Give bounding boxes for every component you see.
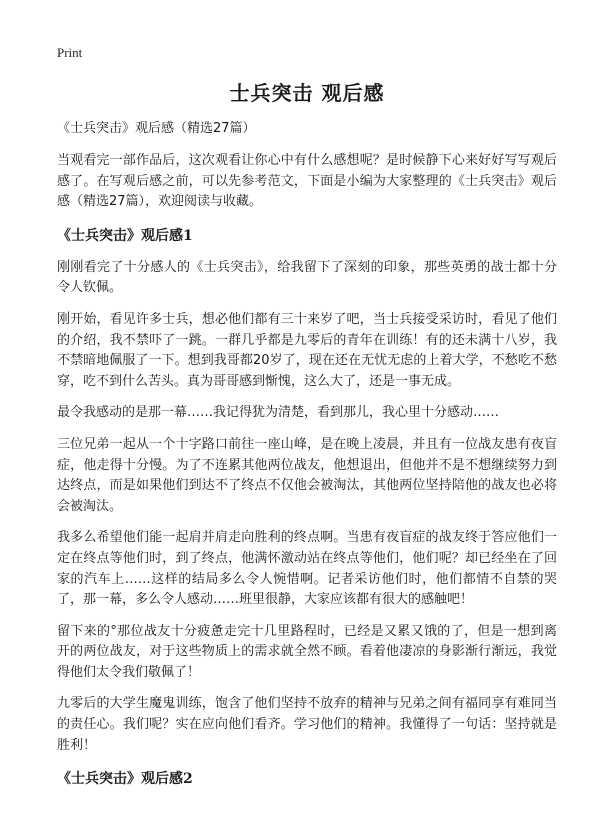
section-heading-2: 《士兵突击》观后感2 <box>57 771 193 788</box>
paragraph: 我多么希望他们能一起肩并肩走向胜利的终点啊。当患有夜盲症的战友终于答应他们一定在终点等他们时，到了终点，他满怀激动站在终点等他们，他们呢？却已经坐在了回家的汽车上……这样的结局多么令人惋惜啊。记者采访他们时，他们都情不自禁的哭了，那一幕，多么令人感动……班里很静，大家应该都有很大的感触吧！ <box>57 530 557 608</box>
paragraph: 九零后的大学生魔鬼训练，饱含了他们坚持不放弃的精神与兄弟之间有福同享有难同当的责任心。我们呢？实在应向他们看齐。学习他们的精神。我懂得了一句话：坚持就是胜利！ <box>57 696 557 753</box>
document-subtitle: 《士兵突击》观后感（精选27篇） <box>57 121 256 136</box>
paragraph: 留下来的°那位战友十分疲惫走完十几里路程时，已经是又累又饿的了，但是一想到离开的两位战友，对于这些物质上的需求就全然不顾。看着他凄凉的身影渐行渐远，我觉得他们太令我们敬佩了！ <box>57 623 557 680</box>
print-link[interactable]: Print <box>57 45 83 60</box>
document-page <box>57 40 557 790</box>
intro-paragraph: 当观看完一部作品后，这次观看让你心中有什么感想呢？是时候静下心来好好写写观后感了。在写观后感之前，可以先参考范文，下面是小编为大家整理的《士兵突击》观后感（精选27篇），欢迎阅读与收藏。 <box>57 153 557 210</box>
section-heading-1: 《士兵突击》观后感1 <box>57 227 193 244</box>
page-title: 士兵突击 观后感 <box>229 81 385 105</box>
paragraph: 最令我感动的是那一幕……我记得犹为清楚，看到那儿，我心里十分感动…… <box>57 405 500 421</box>
paragraph: 三位兄弟一起从一个十字路口前往一座山峰，是在晚上凌晨，并且有一位战友患有夜盲症，他走得十分慢。为了不连累其他两位战友，他想退出，但他并不是不想继续努力到达终点，而是如果他们到达不了终点不仅他会被淘汰，其他两位坚持陪他的战友也必将会被淘汰。 <box>57 436 557 514</box>
paragraph: 刚开始，看见许多士兵，想必他们都有三十来岁了吧，当士兵接受采访时，看见了他们的介绍，我不禁吓了一跳。一群几乎都是九零后的青年在训练！有的还未满十八岁，我不禁暗地佩服了一下。想到我哥都20岁了，现在还在无忧无虑的上着大学，不愁吃不愁穿，吃不到什么苦头。真为哥哥感到惭愧，这么大了，还是一事无成。 <box>57 311 557 389</box>
paragraph: 刚刚看完了十分感人的《士兵突击》，给我留下了深刻的印象，那些英勇的战士都十分令人钦佩。 <box>57 259 557 296</box>
